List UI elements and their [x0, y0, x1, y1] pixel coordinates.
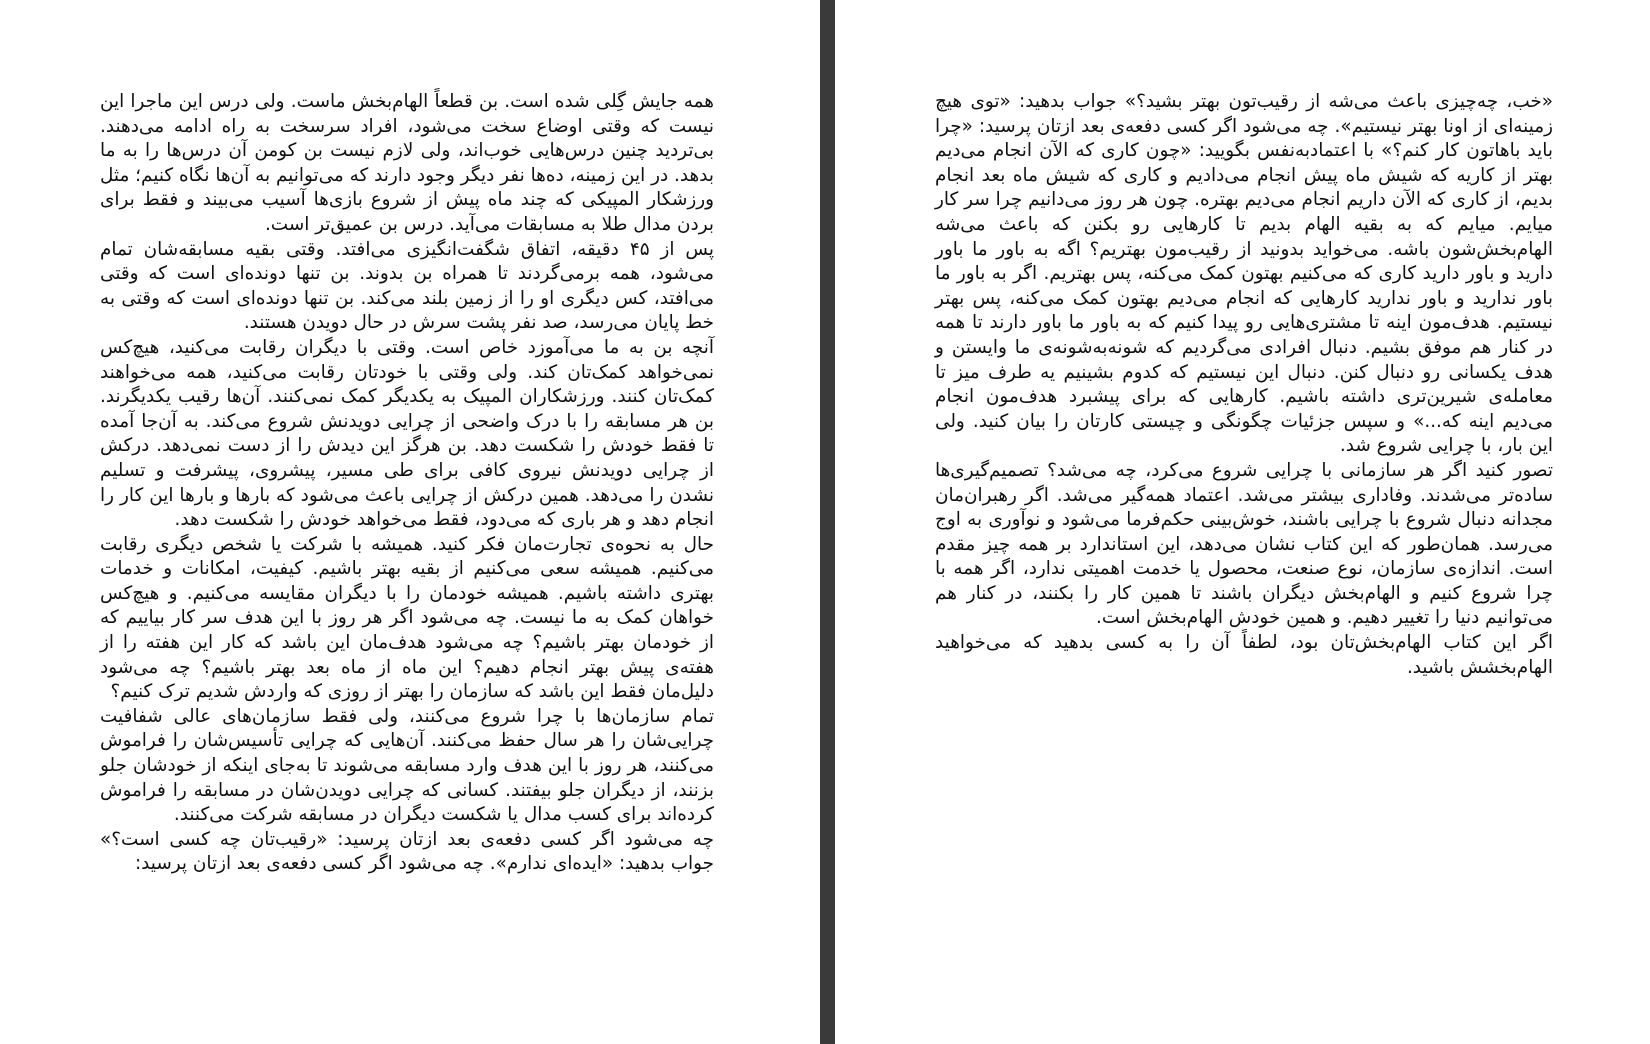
right-page: [835, 0, 1650, 1044]
left-paragraph-6: چه می‌شود اگر کسی دفعه‌ی بعد ازتان پرسید: «رقیب‌تان چه کسی است؟» جواب بدهید: «ایده‌ای ندارم». چه می‌شود اگر کسی دفعه‌ی بعد ازتان پرسید:: [100, 828, 714, 875]
page-gutter-divider: [820, 0, 835, 1044]
left-page: [0, 0, 820, 1044]
left-paragraph-5: تمام سازمان‌ها با چرا شروع می‌کنند، ولی فقط سازمان‌های عالی شفافیت چرایی‌شان را هر سال حفظ می‌کنند. آن‌هایی که چرایی تأسیس‌شان را فراموش می‌کنند، هر روز با این هدف وارد مسابقه می‌شوند تا به‌جای اینکه از خودشان جلو بزنند، از دیگران جلو بیفتند. کسانی که چرایی دویدن‌شان در مسابقه را فراموش کرده‌اند برای کسب مدال یا شکست دیگران در مسابقه شرکت می‌کنند.: [100, 705, 714, 826]
right-page-text: [935, 90, 1553, 680]
left-paragraph-1: همه جایش گِلی شده است. بن قطعاً الهام‌بخش ماست. ولی درس این ماجرا این نیست که وقتی اوضاع سخت می‌شود، افراد سرسخت به راه ادامه می‌دهند. بی‌تردید چنین درس‌هایی خوب‌اند، ولی لازم نیست بن کومن آن درس‌ها را به ما بدهد. در این زمینه، ده‌ها نفر دیگر وجود دارند که می‌توانیم به آن‌ها نگاه کنیم؛ مثل ورزشکار المپیکی که چند ماه پیش از شروع بازی‌ها آسیب می‌بیند و فقط برای بردن مدال طلا به مسابقات می‌آید. درس بن عمیق‌تر است.: [100, 91, 714, 235]
right-paragraph-2: تصور کنید اگر هر سازمانی با چرایی شروع می‌کرد، چه می‌شد؟ تصمیم‌گیری‌ها ساده‌تر می‌شدند. وفاداری بیشتر می‌شد. اعتماد همه‌گیر می‌شد. اگر رهبران‌مان مجدانه دنبال شروع با چرایی باشند، خوش‌بینی حکم‌فرما می‌شود و نوآوری به اوج می‌رسد. همان‌طور که این کتاب نشان می‌دهد، این استاندارد بر همه چیز مقدم است. اندازه‌ی سازمان، نوع صنعت، محصول یا خدمت اهمیتی ندارد، اگر همه با چرا شروع کنیم و الهام‌بخش دیگران باشند تا همین کار را بکنند، در کنار هم می‌توانیم دنیا را تغییر دهیم. و همین خودش الهام‌بخش است.: [935, 459, 1553, 629]
right-paragraph-3: اگر این کتاب الهام‌بخش‌تان بود، لطفاً آن را به کسی بدهید که می‌خواهید الهام‌بخشش باشید.: [935, 632, 1553, 678]
left-page-text: [100, 90, 714, 877]
left-paragraph-2: پس از ۴۵ دقیقه، اتفاق شگفت‌انگیزی می‌افتد. وقتی بقیه مسابقه‌شان تمام می‌شود، همه برمی‌گردند تا همراه بن بدوند. بن تنها دونده‌ای است که وقتی می‌افتد، کس دیگری او را از زمین بلند می‌کند. بن تنها دونده‌ای است که وقتی به خط پایان می‌رسد، صد نفر پشت سرش در حال دویدن هستند.: [100, 238, 714, 334]
left-paragraph-4: حال به نحوه‌ی تجارت‌مان فکر کنید. همیشه با شرکت یا شخص دیگری رقابت می‌کنیم. همیشه سعی می‌کنیم از بقیه بهتر باشیم. کیفیت، امکانات و خدمات بهتری داشته باشیم. همیشه خودمان را با دیگران مقایسه می‌کنیم. و هیچ‌کس خواهان کمک به ما نیست. چه می‌شود اگر هر روز با این هدف سر کار بیاییم که از خودمان بهتر باشیم؟ چه می‌شود هدف‌مان این باشد که کار این هفته را از هفته‌ی پیش بهتر انجام دهیم؟ این ماه از ماه بعد بهتر باشیم؟ چه می‌شود دلیل‌مان فقط این باشد که سازمان را بهتر از روزی که واردش شدیم ترک کنیم؟: [100, 533, 714, 703]
right-paragraph-1: «خب، چه‌چیزی باعث می‌شه از رقیب‌تون بهتر بشید؟» جواب بدهید: «توی هیچ زمینه‌ای از اونا بهتر نیستیم». چه می‌شود اگر کسی دفعه‌ی بعد ازتان پرسید: «چرا باید باهاتون کار کنم؟» با اعتمادبه‌نفس بگویید: «چون کاری که الآن انجام می‌دیم بهتر از کاریه که شیش ماه پیش انجام می‌دادیم و کاری که شیش ماه بعد انجام بدیم، از کاری که الآن داریم انجام می‌دیم بهتره. چون هر روز می‌دانیم چرا سر کار میایم. میایم که به بقیه الهام بدیم تا کارهایی رو بکنن که باعث می‌شه الهام‌بخش‌شون باشه. می‌خواید بدونید از رقیب‌مون بهتریم؟ اگه به باور ما باور دارید و باور دارید کاری که می‌کنیم بهتون کمک می‌کنه، پس بهتریم. اگر به باور ما باور ندارید و باور ندارید کارهایی که انجام می‌دیم بهتون کمک می‌کنه، پس بهتر نیستیم. هدف‌مون اینه تا مشتری‌هایی رو پیدا کنیم که به باور ما باور دارند تا همه در کنار هم موفق بشیم. دنبال افرادی می‌گردیم که شونه‌به‌شونه‌ی ما وایستن و هدف یکسانی رو دنبال کنن. دنبال این نیستیم که کدوم بشینیم یه طرف میز تا معامله‌ی شیرین‌تری داشته باشیم. کارهایی که برای پیشبرد هدف‌مون انجام می‌دیم اینه که...» و سپس جزئیات چگونگی و چیستی کارتان را بیان کنید. ولی این بار، با چرایی شروع شد.: [935, 91, 1553, 457]
left-paragraph-3: آنچه بن به ما می‌آموزد خاص است. وقتی با دیگران رقابت می‌کنید، هیچ‌کس نمی‌خواهد کمک‌تان کند. ولی وقتی با خودتان رقابت می‌کنید، همه می‌خواهند کمک‌تان کنند. ورزشکاران المپیک به یکدیگر کمک نمی‌کنند. آن‌ها رقیب یکدیگرند. بن هر مسابقه را با درک واضحی از چرایی دویدنش شروع می‌کند. به آن‌جا آمده تا فقط خودش را شکست دهد. بن هرگز این دیدش را از دست نمی‌دهد. درکش از چرایی دویدنش نیروی کافی برای طی مسیر، پیشروی، پیشرفت و تسلیم نشدن را می‌دهد. همین درکش از چرایی باعث می‌شود که بارها و بارها این کار را انجام دهد و هر باری که می‌دود، فقط می‌خواهد خودش را شکست دهد.: [100, 336, 714, 531]
